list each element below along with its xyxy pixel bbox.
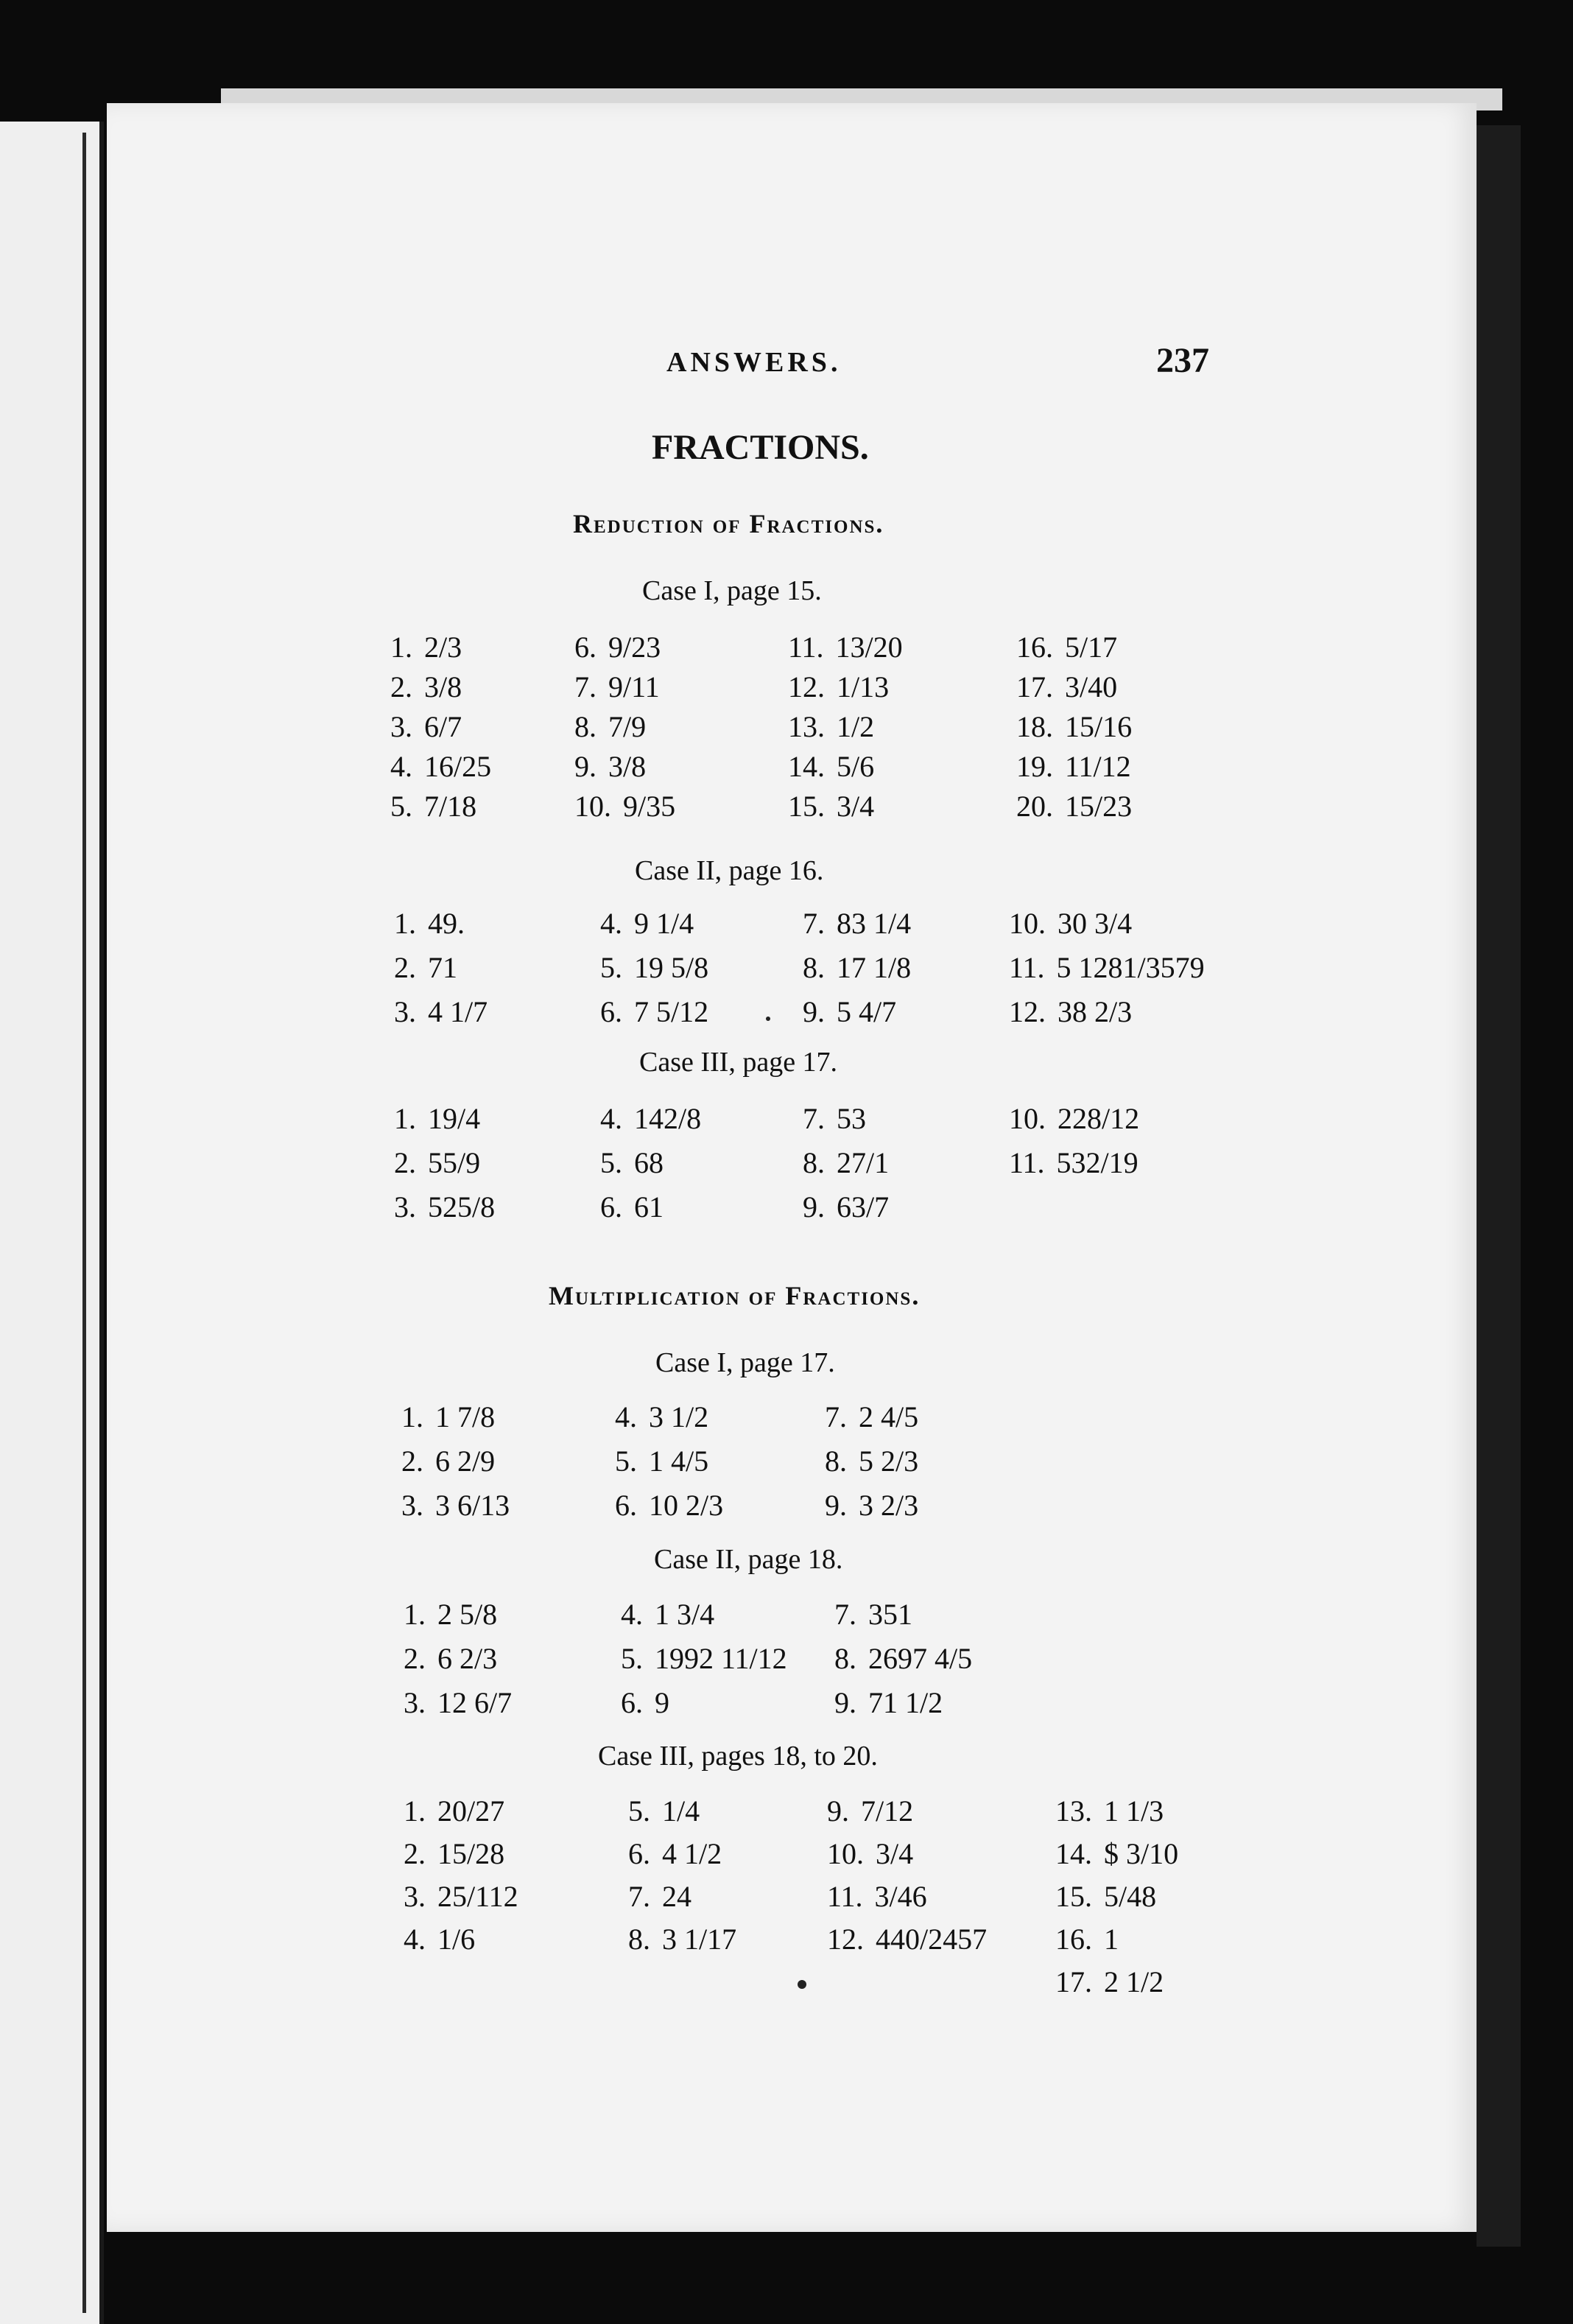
answer-value: 38 2/3 [1058,995,1133,1028]
answer-number: 9. [834,1686,856,1719]
case-title: Case II, page 16. [635,855,824,886]
answer-number: 12. [827,1923,864,1956]
answer-number: 3. [394,1190,416,1224]
answer-number: 12. [788,670,825,703]
answer-number: 16. [1055,1923,1092,1956]
answer-number: 1. [394,1102,416,1135]
answer-value: 1 4/5 [649,1444,709,1478]
answer-number: 16. [1016,631,1053,664]
answer-value: 71 [428,951,457,984]
answer-number: 9. [574,750,597,783]
answer-value: 5/6 [837,750,875,783]
answer-value: 3/4 [837,790,875,823]
answer-item [404,1685,512,1720]
answer-number: 6. [600,1190,622,1224]
answer-value: 1/6 [437,1923,476,1956]
answer-value: 12 6/7 [437,1686,513,1719]
ink-dot [798,1980,806,1989]
answer-value: 20/27 [437,1794,505,1828]
answer-item [1016,709,1132,744]
answer-number: 4. [404,1923,426,1956]
answer-item [803,906,911,941]
answer-number: 2. [394,951,416,984]
answer-number: 5. [390,790,412,823]
answer-value: 9/35 [623,790,676,823]
page-title: FRACTIONS. [652,428,869,467]
answer-value: 1/2 [837,710,875,743]
answer-item [390,630,462,664]
answer-value: 71 1/2 [868,1686,943,1719]
answer-item [390,789,476,824]
answer-number: 10. [1009,907,1046,940]
answer-number: 15. [1055,1880,1092,1913]
answer-number: 5. [600,1146,622,1179]
answer-item [1016,630,1117,664]
answer-item [628,1794,700,1828]
answer-value: 15/23 [1065,790,1133,823]
answer-number: 5. [628,1794,650,1828]
answer-item [390,670,462,704]
answer-number: 7. [574,670,597,703]
answer-value: 2/3 [424,631,462,664]
answer-value: 1992 11/12 [655,1642,787,1675]
answer-value: 9 [655,1686,669,1719]
answer-item [600,1101,701,1136]
answer-number: 3. [404,1686,426,1719]
answer-number: 11. [1009,1146,1045,1179]
answer-number: 7. [803,907,825,940]
answer-value: 68 [634,1146,664,1179]
answer-item [621,1597,714,1632]
answer-item [1016,670,1117,704]
answer-value: 525/8 [428,1190,496,1224]
answer-item [803,994,896,1029]
answer-value: 3/46 [874,1880,927,1913]
answer-number: 7. [628,1880,650,1913]
answer-value: 30 3/4 [1058,907,1133,940]
answer-number: 9. [803,995,825,1028]
answer-number: 14. [788,750,825,783]
answer-value: 25/112 [437,1880,518,1913]
answer-number: 20. [1016,790,1053,823]
answer-number: 18. [1016,710,1053,743]
answer-value: 83 1/4 [837,907,912,940]
book-spine [82,133,86,2313]
answer-value: 7/18 [424,790,477,823]
answer-number: 12. [1009,995,1046,1028]
case-title: Case III, page 17. [639,1047,838,1078]
answer-value: 7 5/12 [634,995,709,1028]
answer-item [834,1641,972,1676]
answer-item [401,1400,495,1434]
answer-number: 4. [615,1400,637,1433]
answer-item [803,950,911,985]
answer-item [390,749,491,784]
answer-item [827,1922,987,1956]
answer-item [600,950,708,985]
answer-item [401,1444,495,1478]
answer-number: 2. [394,1146,416,1179]
answer-value: 6/7 [424,710,462,743]
answer-number: 4. [600,907,622,940]
answer-number: 6. [621,1686,643,1719]
answer-number: 5. [615,1444,637,1478]
answer-value: 3 1/17 [662,1923,737,1956]
answer-item [615,1444,708,1478]
answer-item [1055,1836,1178,1871]
answer-value: 55/9 [428,1146,481,1179]
answer-item [600,1190,664,1224]
answer-value: $ 3/10 [1104,1837,1179,1870]
answer-value: 440/2457 [876,1923,988,1956]
answer-item [803,1190,889,1224]
answer-value: 15/28 [437,1837,505,1870]
answer-item [827,1794,913,1828]
section-title-multiplication: Multiplication of Fractions. [549,1281,921,1310]
answer-item [1009,950,1205,985]
answer-value: 142/8 [634,1102,702,1135]
answer-item [574,709,646,744]
answer-item [1055,1922,1119,1956]
answer-value: 1 3/4 [655,1598,715,1631]
answer-item [404,1597,497,1632]
answer-value: 1 [1104,1923,1119,1956]
answer-item [834,1685,943,1720]
answer-item [788,709,874,744]
answer-number: 13. [1055,1794,1092,1828]
answer-item [394,1145,480,1180]
answer-item [1009,1101,1139,1136]
answer-item [1009,994,1132,1029]
answer-value: 3/8 [424,670,462,703]
book-page [107,103,1477,2232]
answer-item [1016,789,1132,824]
answer-number: 6. [574,631,597,664]
answer-value: 6 2/9 [435,1444,496,1478]
answer-number: 8. [574,710,597,743]
answer-number: 11. [788,631,824,664]
answer-item [825,1400,918,1434]
answer-number: 10. [827,1837,864,1870]
answer-value: 1/13 [837,670,890,703]
answer-item [621,1685,669,1720]
answer-number: 3. [404,1880,426,1913]
answer-item [404,1641,497,1676]
answer-value: 6 2/3 [437,1642,498,1675]
answer-item [574,749,646,784]
answer-value: 24 [662,1880,692,1913]
answer-value: 19/4 [428,1102,481,1135]
answer-value: 351 [868,1598,912,1631]
answer-value: 5 2/3 [859,1444,919,1478]
answer-value: 5 4/7 [837,995,897,1028]
answer-item [1055,1965,1164,1999]
answer-number: 11. [827,1880,863,1913]
answer-number: 2. [404,1642,426,1675]
case-title: Case I, page 17. [655,1347,835,1378]
answer-number: 8. [803,1146,825,1179]
answer-item [394,950,457,985]
answer-item [825,1488,918,1523]
answer-item [628,1879,692,1914]
answer-item [574,789,675,824]
answer-number: 17. [1016,670,1053,703]
answer-item [394,1190,495,1224]
answer-number: 9. [803,1190,825,1224]
answer-number: 19. [1016,750,1053,783]
answer-number: 1. [404,1598,426,1631]
ink-dot [766,1017,770,1021]
answer-number: 6. [628,1837,650,1870]
answer-value: 17 1/8 [837,951,912,984]
answer-number: 4. [600,1102,622,1135]
answer-item [1055,1794,1164,1828]
answer-item [621,1641,787,1676]
answer-item [825,1444,918,1478]
answer-item [1009,906,1132,941]
section-title-reduction: Reduction of Fractions. [573,509,884,538]
answer-number: 9. [825,1489,847,1522]
answer-number: 7. [825,1400,847,1433]
answer-item [1055,1879,1156,1914]
answer-value: 11/12 [1065,750,1131,783]
answer-value: 9 1/4 [634,907,694,940]
answer-value: 49. [428,907,465,940]
answer-number: 13. [788,710,825,743]
answer-item [788,670,889,704]
answer-value: 2 5/8 [437,1598,498,1631]
answer-item [390,709,462,744]
answer-item [404,1879,518,1914]
answer-item [394,1101,480,1136]
answer-item [615,1488,723,1523]
answer-value: 1 1/3 [1104,1794,1164,1828]
answer-item [404,1794,504,1828]
case-title: Case III, pages 18, to 20. [598,1741,878,1772]
answer-value: 61 [634,1190,664,1224]
answer-item [394,906,465,941]
answer-value: 3/40 [1065,670,1118,703]
answer-number: 1. [404,1794,426,1828]
answer-item [615,1400,708,1434]
answer-item [788,789,874,824]
answer-value: 1 7/8 [435,1400,496,1433]
answer-item [803,1145,889,1180]
answer-value: 228/12 [1058,1102,1140,1135]
answer-number: 9. [827,1794,849,1828]
answer-number: 2. [390,670,412,703]
answer-item [404,1922,475,1956]
answer-number: 7. [834,1598,856,1631]
case-title: Case II, page 18. [654,1544,843,1575]
answer-value: 5/48 [1104,1880,1157,1913]
answer-value: 7/9 [608,710,647,743]
answer-item [788,749,874,784]
answer-item [600,1145,664,1180]
answer-value: 4 1/7 [428,995,488,1028]
answer-number: 5. [600,951,622,984]
answer-number: 3. [390,710,412,743]
answer-value: 10 2/3 [649,1489,724,1522]
answer-number: 10. [1009,1102,1046,1135]
answer-number: 3. [394,995,416,1028]
answer-item [628,1922,736,1956]
answer-value: 3/8 [608,750,647,783]
answer-item [827,1879,927,1914]
answer-number: 6. [615,1489,637,1522]
answer-value: 16/25 [424,750,492,783]
answer-value: 1/4 [662,1794,700,1828]
answer-number: 10. [574,790,611,823]
answer-value: 7/12 [861,1794,914,1828]
answer-number: 2. [401,1444,423,1478]
left-page-edge [0,122,104,2324]
answer-value: 13/20 [835,631,903,664]
answer-item [827,1836,913,1871]
answer-value: 53 [837,1102,866,1135]
answer-number: 8. [825,1444,847,1478]
answer-value: 9/23 [608,631,661,664]
answer-item [600,994,708,1029]
answer-value: 3/4 [876,1837,914,1870]
answer-number: 8. [834,1642,856,1675]
answer-value: 63/7 [837,1190,890,1224]
answer-number: 1. [401,1400,423,1433]
answer-value: 532/19 [1056,1146,1139,1179]
page-right-edge [1477,125,1521,2247]
answer-number: 14. [1055,1837,1092,1870]
answer-number: 4. [390,750,412,783]
answer-number: 11. [1009,951,1045,984]
answer-value: 2697 4/5 [868,1642,973,1675]
answer-number: 17. [1055,1965,1092,1998]
answer-number: 15. [788,790,825,823]
answer-number: 7. [803,1102,825,1135]
answer-value: 27/1 [837,1146,890,1179]
answer-number: 8. [803,951,825,984]
answer-value: 3 1/2 [649,1400,709,1433]
answer-number: 3. [401,1489,423,1522]
running-head: ANSWERS. [666,347,842,378]
answer-value: 5 1281/3579 [1056,951,1205,984]
answer-number: 5. [621,1642,643,1675]
answer-value: 2 4/5 [859,1400,919,1433]
answer-value: 19 5/8 [634,951,709,984]
answer-number: 8. [628,1923,650,1956]
answer-value: 4 1/2 [662,1837,722,1870]
answer-item [628,1836,722,1871]
answer-value: 3 2/3 [859,1489,919,1522]
answer-value: 5/17 [1065,631,1118,664]
answer-item [394,994,488,1029]
answer-item [574,630,661,664]
answer-number: 1. [394,907,416,940]
answer-number: 2. [404,1837,426,1870]
answer-item [574,670,660,704]
answer-number: 6. [600,995,622,1028]
answer-number: 4. [621,1598,643,1631]
answer-item [803,1101,866,1136]
answer-item [788,630,903,664]
answer-item [401,1488,510,1523]
answer-item [834,1597,912,1632]
answer-value: 3 6/13 [435,1489,510,1522]
answer-item [404,1836,504,1871]
answer-item [1009,1145,1139,1180]
case-title: Case I, page 15. [642,575,822,606]
answer-value: 9/11 [608,670,660,703]
answer-number: 1. [390,631,412,664]
answer-item [1016,749,1131,784]
answer-item [600,906,694,941]
answer-value: 2 1/2 [1104,1965,1164,1998]
page-number: 237 [1156,341,1209,380]
answer-value: 15/16 [1065,710,1133,743]
